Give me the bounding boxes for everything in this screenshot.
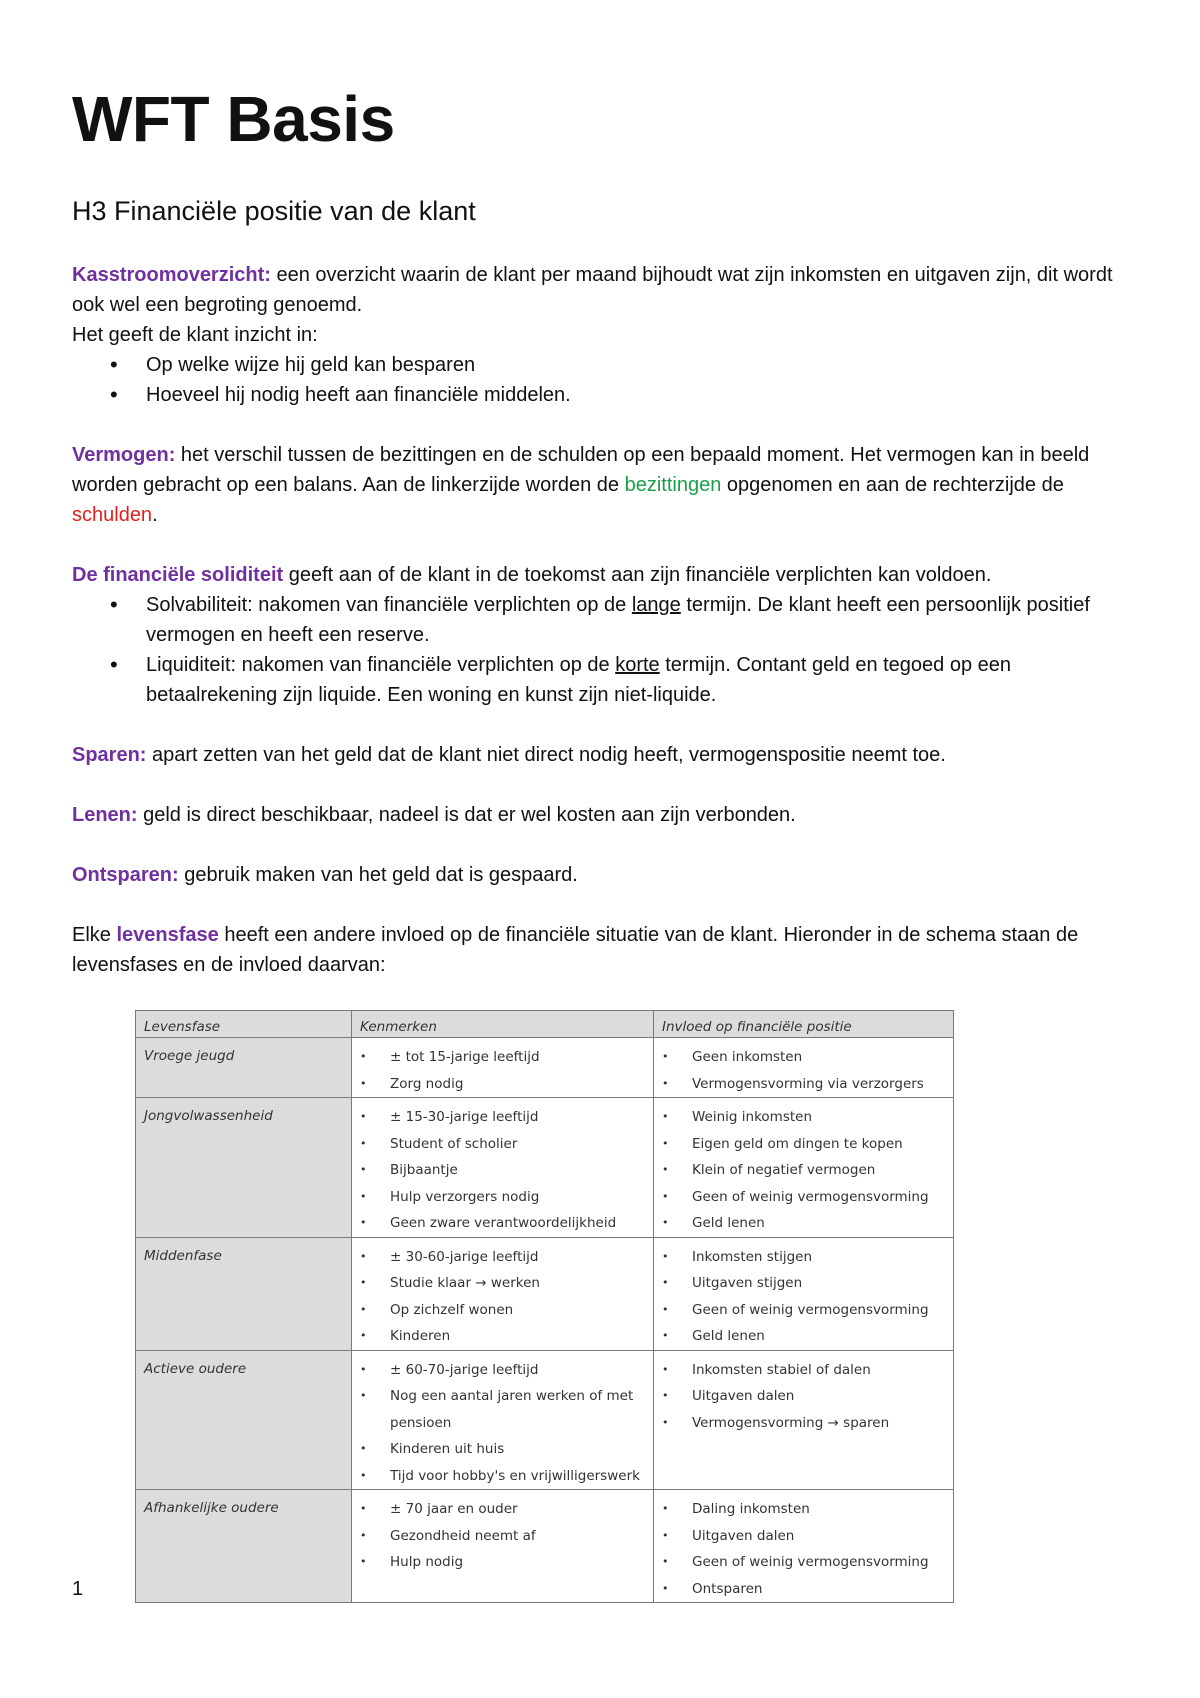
list-item: • Daling inkomsten (660, 1496, 947, 1523)
levensfase-text: heeft een andere invloed op de financiële situatie van de klant. Hieronder in de schema staan de levensfases en de invloed daarvan: (72, 924, 1079, 976)
kenmerken-cell (352, 1038, 654, 1098)
kenmerken-cell (352, 1098, 654, 1238)
header-levensfase: Levensfase (136, 1011, 352, 1038)
list-item: • Vermogensvorming via verzorgers (660, 1071, 947, 1098)
lenen-paragraph (72, 800, 1142, 830)
list-item: • Geen of weinig vermogensvorming (660, 1549, 947, 1576)
vermogen-text-1: het verschil tussen de bezittingen en de schulden op een bepaald moment. Het vermogen kan in beeld worden gebracht op een balans. Aan de linkerzijde worden de (72, 444, 1090, 496)
kasstroom-text: een overzicht waarin de klant per maand bijhoudt wat zijn inkomsten en uitgaven zijn, dit wordt ook wel een begroting genoemd. (72, 264, 1113, 316)
levensfase-pre: Elke (72, 924, 117, 946)
invloed-cell (654, 1350, 954, 1490)
header-invloed: Invloed op financiële positie (654, 1011, 954, 1038)
list-item: • Inkomsten stabiel of dalen (660, 1357, 947, 1384)
list-item: • Eigen geld om dingen te kopen (660, 1131, 947, 1158)
kasstroom-paragraph (72, 260, 1142, 320)
soliditeit-paragraph (72, 560, 1142, 590)
liquiditeit-text-end: termijn. Contant geld en tegoed op een betaalrekening zijn liquide. Een woning en kunst zijn niet-liquide. (146, 654, 1012, 706)
list-item: • Kinderen (358, 1323, 647, 1350)
chapter-heading: H3 Financiële positie van de klant (72, 196, 476, 226)
list-item: • Geen zware verantwoordelijkheid (358, 1210, 647, 1237)
ontsparen-term: Ontsparen: (72, 864, 179, 886)
list-item: • Ontsparen (660, 1576, 947, 1603)
soliditeit-bullet-list (72, 590, 1142, 710)
vermogen-text-2: opgenomen en aan de rechterzijde de (721, 474, 1064, 496)
kenmerken-cell (352, 1490, 654, 1603)
sparen-term: Sparen: (72, 744, 147, 766)
header-kenmerken: Kenmerken (352, 1011, 654, 1038)
list-item: • ± 30-60-jarige leeftijd (358, 1244, 647, 1271)
lenen-term: Lenen: (72, 804, 138, 826)
list-item: • Studie klaar → werken (358, 1270, 647, 1297)
list-item: • Geen of weinig vermogensvorming (660, 1184, 947, 1211)
phase-cell: Middenfase (136, 1237, 352, 1350)
list-item: • Inkomsten stijgen (660, 1244, 947, 1271)
list-item: • Weinig inkomsten (660, 1104, 947, 1131)
table-row (136, 1490, 954, 1603)
sparen-text: apart zetten van het geld dat de klant niet direct nodig heeft, vermogenspositie neemt toe. (146, 744, 946, 766)
phase-cell: Afhankelijke oudere (136, 1490, 352, 1603)
list-item: • Student of scholier (358, 1131, 647, 1158)
lange-underlined: lange (631, 594, 681, 616)
list-item: • Kinderen uit huis (358, 1436, 647, 1463)
table-row (136, 1350, 954, 1490)
list-item: • Gezondheid neemt af (358, 1523, 647, 1550)
phase-cell: Jongvolwassenheid (136, 1098, 352, 1238)
table-row (136, 1098, 954, 1238)
page-number: 1 (72, 1578, 84, 1600)
kenmerken-cell (352, 1350, 654, 1490)
list-item: • ± tot 15-jarige leeftijd (358, 1044, 647, 1071)
list-item: • Uitgaven stijgen (660, 1270, 947, 1297)
list-item: • Op welke wijze hij geld kan besparen (72, 350, 1142, 380)
body-content (72, 260, 1142, 980)
vermogen-term: Vermogen: (72, 444, 176, 466)
list-item: • Bijbaantje (358, 1157, 647, 1184)
phase-cell: Vroege jeugd (136, 1038, 352, 1098)
invloed-cell (654, 1490, 954, 1603)
sparen-paragraph (72, 740, 1142, 770)
soliditeit-text: geeft aan of de klant in de toekomst aan zijn financiële verplichten kan voldoen. (283, 564, 992, 586)
schulden-highlight: schulden (72, 504, 153, 526)
table-header-row (136, 1011, 954, 1038)
solvabiliteit-text-end: termijn. De klant heeft een persoonlijk positief vermogen en heeft een reserve. (146, 594, 1090, 646)
list-item: • Klein of negatief vermogen (660, 1157, 947, 1184)
list-item: • Nog een aantal jaren werken of met pensioen (358, 1383, 647, 1436)
list-item: • Uitgaven dalen (660, 1523, 947, 1550)
list-item: • Tijd voor hobby's en vrijwilligerswerk (358, 1463, 647, 1490)
levensfase-term: levensfase (116, 924, 219, 946)
phase-cell: Actieve oudere (136, 1350, 352, 1490)
invloed-cell (654, 1098, 954, 1238)
lenen-text: geld is direct beschikbaar, nadeel is dat er wel kosten aan zijn verbonden. (137, 804, 796, 826)
soliditeit-term: De financiële soliditeit (72, 564, 284, 586)
list-item: • Geld lenen (660, 1210, 947, 1237)
list-item (72, 650, 1142, 710)
invloed-cell (654, 1237, 954, 1350)
list-item: • ± 70 jaar en ouder (358, 1496, 647, 1523)
kasstroom-intro: Het geeft de klant inzicht in: (72, 324, 318, 346)
list-item: • Geld lenen (660, 1323, 947, 1350)
invloed-cell (654, 1038, 954, 1098)
ontsparen-text: gebruik maken van het geld dat is gespaard. (178, 864, 578, 886)
list-item: • ± 60-70-jarige leeftijd (358, 1357, 647, 1384)
levensfase-table (135, 1010, 954, 1603)
liquiditeit-text: Liquiditeit: nakomen van financiële verplichten op de (146, 654, 616, 676)
levensfase-table-wrapper (135, 1010, 953, 1603)
vermogen-paragraph (72, 440, 1142, 530)
list-item: • Hoeveel hij nodig heeft aan financiële middelen. (72, 380, 1142, 410)
ontsparen-paragraph (72, 860, 1142, 890)
vermogen-text-3: . (152, 504, 158, 526)
kasstroom-bullet-list (72, 350, 1142, 410)
list-item: • Zorg nodig (358, 1071, 647, 1098)
document-title: WFT Basis (72, 83, 395, 155)
list-item: • Hulp nodig (358, 1549, 647, 1576)
list-item: • ± 15-30-jarige leeftijd (358, 1104, 647, 1131)
table-row (136, 1237, 954, 1350)
bezittingen-highlight: bezittingen (624, 474, 722, 496)
list-item: • Vermogensvorming → sparen (660, 1410, 947, 1437)
list-item: • Geen of weinig vermogensvorming (660, 1297, 947, 1324)
table-row (136, 1038, 954, 1098)
list-item: • Uitgaven dalen (660, 1383, 947, 1410)
kenmerken-cell (352, 1237, 654, 1350)
korte-underlined: korte (615, 654, 660, 676)
kasstroom-term: Kasstroomoverzicht: (72, 264, 271, 286)
list-item: • Geen inkomsten (660, 1044, 947, 1071)
list-item: • Op zichzelf wonen (358, 1297, 647, 1324)
list-item (72, 590, 1142, 650)
solvabiliteit-text: Solvabiliteit: nakomen van financiële verplichten op de (146, 594, 632, 616)
levensfase-paragraph (72, 920, 1142, 980)
list-item: • Hulp verzorgers nodig (358, 1184, 647, 1211)
